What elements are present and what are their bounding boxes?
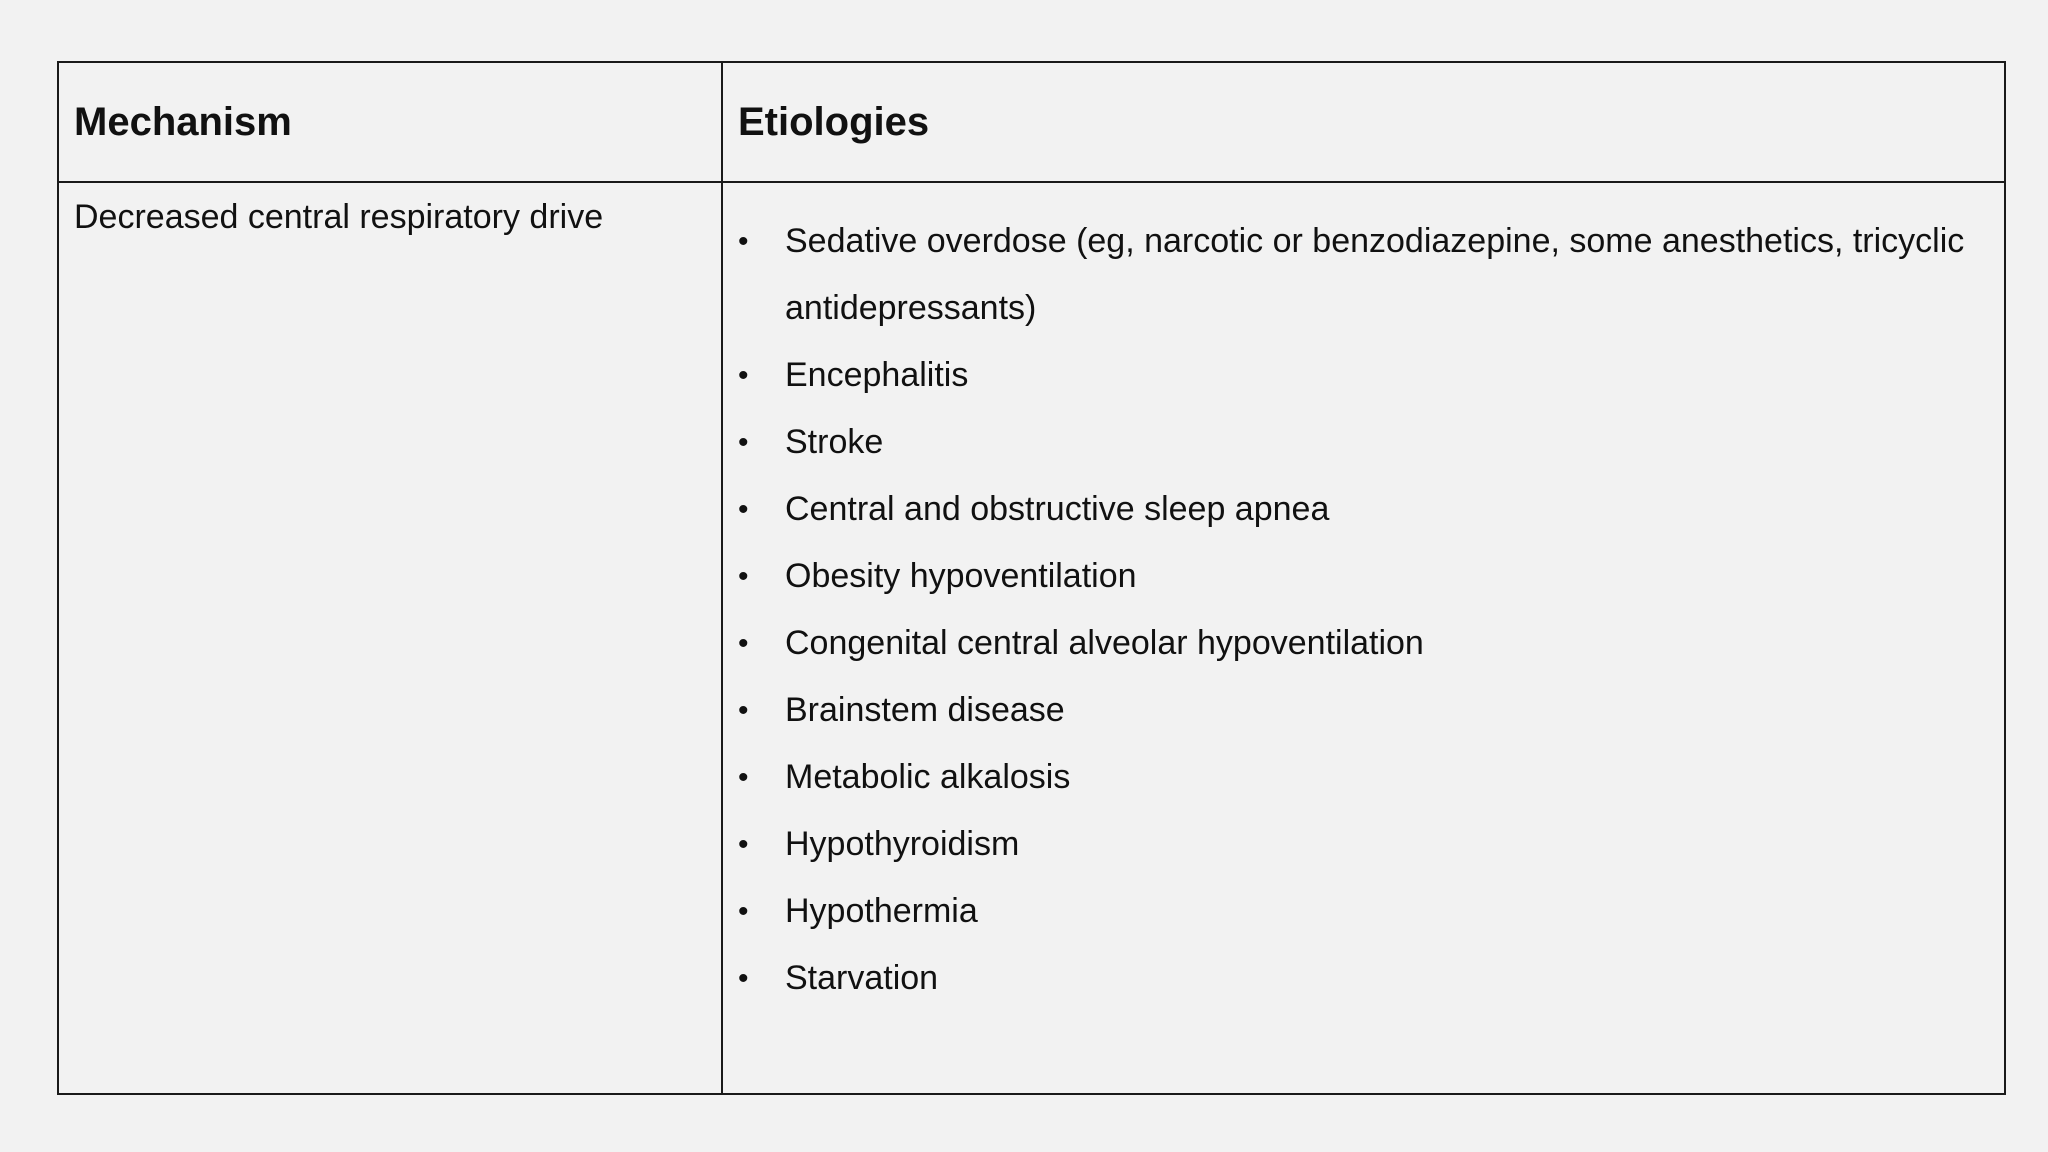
- list-item: [738, 677, 1984, 744]
- list-item-text: Hypothermia: [785, 892, 978, 930]
- list-item: [738, 610, 1984, 677]
- list-item-text: Central and obstructive sleep apnea: [785, 490, 1330, 528]
- mechanism-cell: Decreased central respiratory drive: [59, 183, 723, 1093]
- bullet-dot-icon: •: [738, 761, 749, 794]
- bullet-dot-icon: •: [738, 493, 749, 526]
- list-item-text: Obesity hypoventilation: [785, 557, 1137, 595]
- header-mechanism: Mechanism: [59, 63, 723, 183]
- etiologies-list: [738, 208, 1984, 1012]
- list-item: [738, 476, 1984, 543]
- list-item: [738, 811, 1984, 878]
- bullet-dot-icon: •: [738, 426, 749, 459]
- etiologies-cell: [723, 183, 2004, 1093]
- list-item-text: Stroke: [785, 423, 884, 461]
- list-item-text: Metabolic alkalosis: [785, 758, 1071, 796]
- bullet-dot-icon: •: [738, 694, 749, 727]
- list-item-text: Hypothyroidism: [785, 825, 1020, 863]
- list-item-text: Congenital central alveolar hypoventilation: [785, 624, 1424, 662]
- bullet-dot-icon: •: [738, 828, 749, 861]
- list-item: [738, 208, 1984, 342]
- list-item: [738, 543, 1984, 610]
- header-etiologies: Etiologies: [723, 63, 2004, 183]
- bullet-dot-icon: •: [738, 560, 749, 593]
- list-item: [738, 878, 1984, 945]
- bullet-dot-icon: •: [738, 225, 749, 258]
- etiology-table: [57, 61, 2006, 1095]
- bullet-dot-icon: •: [738, 962, 749, 995]
- list-item: [738, 409, 1984, 476]
- list-item: [738, 342, 1984, 409]
- list-item: [738, 744, 1984, 811]
- list-item-text: Brainstem disease: [785, 691, 1065, 729]
- bullet-dot-icon: •: [738, 359, 749, 392]
- bullet-dot-icon: •: [738, 895, 749, 928]
- list-item-text: Starvation: [785, 959, 939, 997]
- list-item: [738, 945, 1984, 1012]
- list-item-text: Encephalitis: [785, 356, 969, 394]
- list-item-text: Sedative overdose (eg, narcotic or benzodiazepine, some anesthetics, tricyclic antidepressants): [785, 222, 1965, 327]
- bullet-dot-icon: •: [738, 627, 749, 660]
